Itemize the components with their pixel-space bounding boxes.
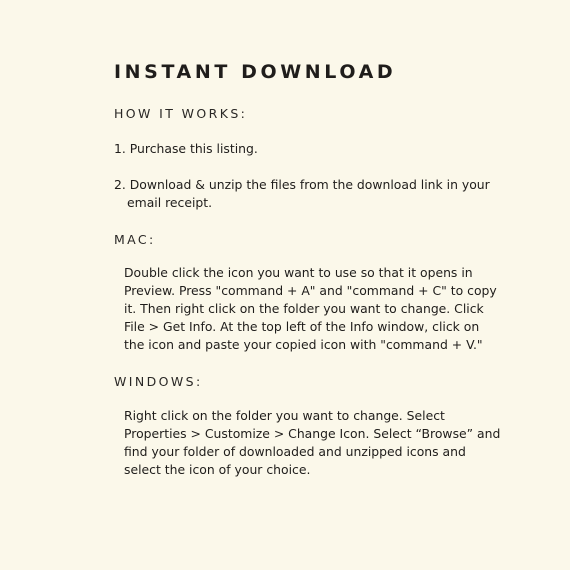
windows-instructions-line: find your folder of downloaded and unzipped icons and [124,444,466,459]
mac-instructions-line: Double click the icon you want to use so that it opens in [124,265,473,280]
step-purchase [114,140,258,158]
windows-instructions-line: Right click on the folder you want to change. Select [124,408,445,423]
step-download [114,176,490,212]
mac-instructions-line: File > Get Info. At the top left of the Info window, click on [124,319,480,334]
windows-heading: WINDOWS: [114,374,203,389]
windows-instructions [124,407,500,479]
mac-instructions-line: Preview. Press "command + A" and "command + C" to copy [124,283,497,298]
mac-heading: MAC: [114,232,156,247]
how-it-works-heading: HOW IT WORKS: [114,106,248,121]
windows-instructions-line: select the icon of your choice. [124,462,311,477]
mac-instructions-line: it. Then right click on the folder you want to change. Click [124,301,484,316]
page-title: INSTANT DOWNLOAD [114,61,397,83]
step-line-continued: email receipt. [127,195,213,210]
windows-instructions-line: Properties > Customize > Change Icon. Select “Browse” and [124,426,501,441]
mac-instructions-line: the icon and paste your copied icon with "command + V." [124,337,483,352]
mac-instructions [124,264,497,354]
step-line: 2. Download & unzip the files from the download link in your [114,177,490,192]
step-line: 1. Purchase this listing. [114,141,258,156]
